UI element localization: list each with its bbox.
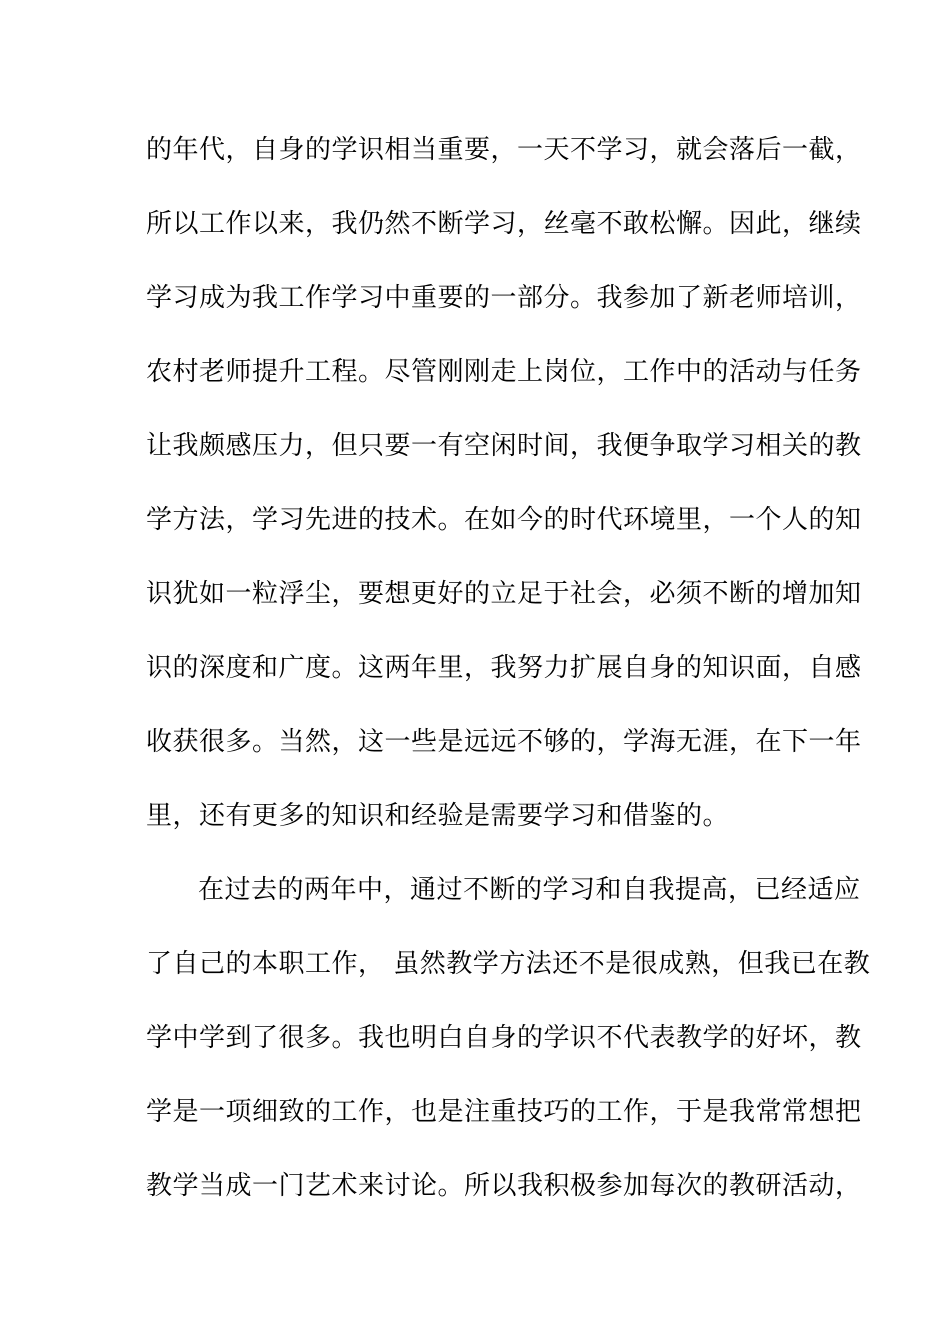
body-text <box>146 126 871 1236</box>
text-line: 里，还有更多的知识和经验是需要学习和借鉴的。 <box>146 801 730 831</box>
text-line: 学中学到了很多。我也明白自身的学识不代表教学的好坏，教 <box>146 1023 862 1053</box>
text-line: 了自己的本职工作， 虽然教学方法还不是很成熟，但我已在教 <box>146 949 871 979</box>
text-line: 学方法，学习先进的技术。在如今的时代环境里，一个人的知 <box>146 505 862 535</box>
paragraph-start-line: 在过去的两年中，通过不断的学习和自我提高，已经适应 <box>198 875 861 905</box>
text-line: 教学当成一门艺术来讨论。所以我积极参加每次的教研活动， <box>146 1171 862 1201</box>
text-line: 学习成为我工作学习中重要的一部分。我参加了新老师培训， <box>146 283 862 313</box>
text-line: 收获很多。当然，这一些是远远不够的，学海无涯，在下一年 <box>146 727 862 757</box>
text-line: 所以工作以来，我仍然不断学习，丝毫不敢松懈。因此，继续 <box>146 209 862 239</box>
text-line: 农村老师提升工程。尽管刚刚走上岗位，工作中的活动与任务 <box>146 357 862 387</box>
text-line: 学是一项细致的工作，也是注重技巧的工作，于是我常常想把 <box>146 1097 862 1127</box>
text-line: 识犹如一粒浮尘，要想更好的立足于社会，必须不断的增加知 <box>146 579 862 609</box>
text-line: 让我颇感压力，但只要一有空闲时间，我便争取学习相关的教 <box>146 431 862 461</box>
text-line: 识的深度和广度。这两年里，我努力扩展自身的知识面，自感 <box>146 653 862 683</box>
text-line: 的年代，自身的学识相当重要，一天不学习，就会落后一截， <box>146 135 862 165</box>
